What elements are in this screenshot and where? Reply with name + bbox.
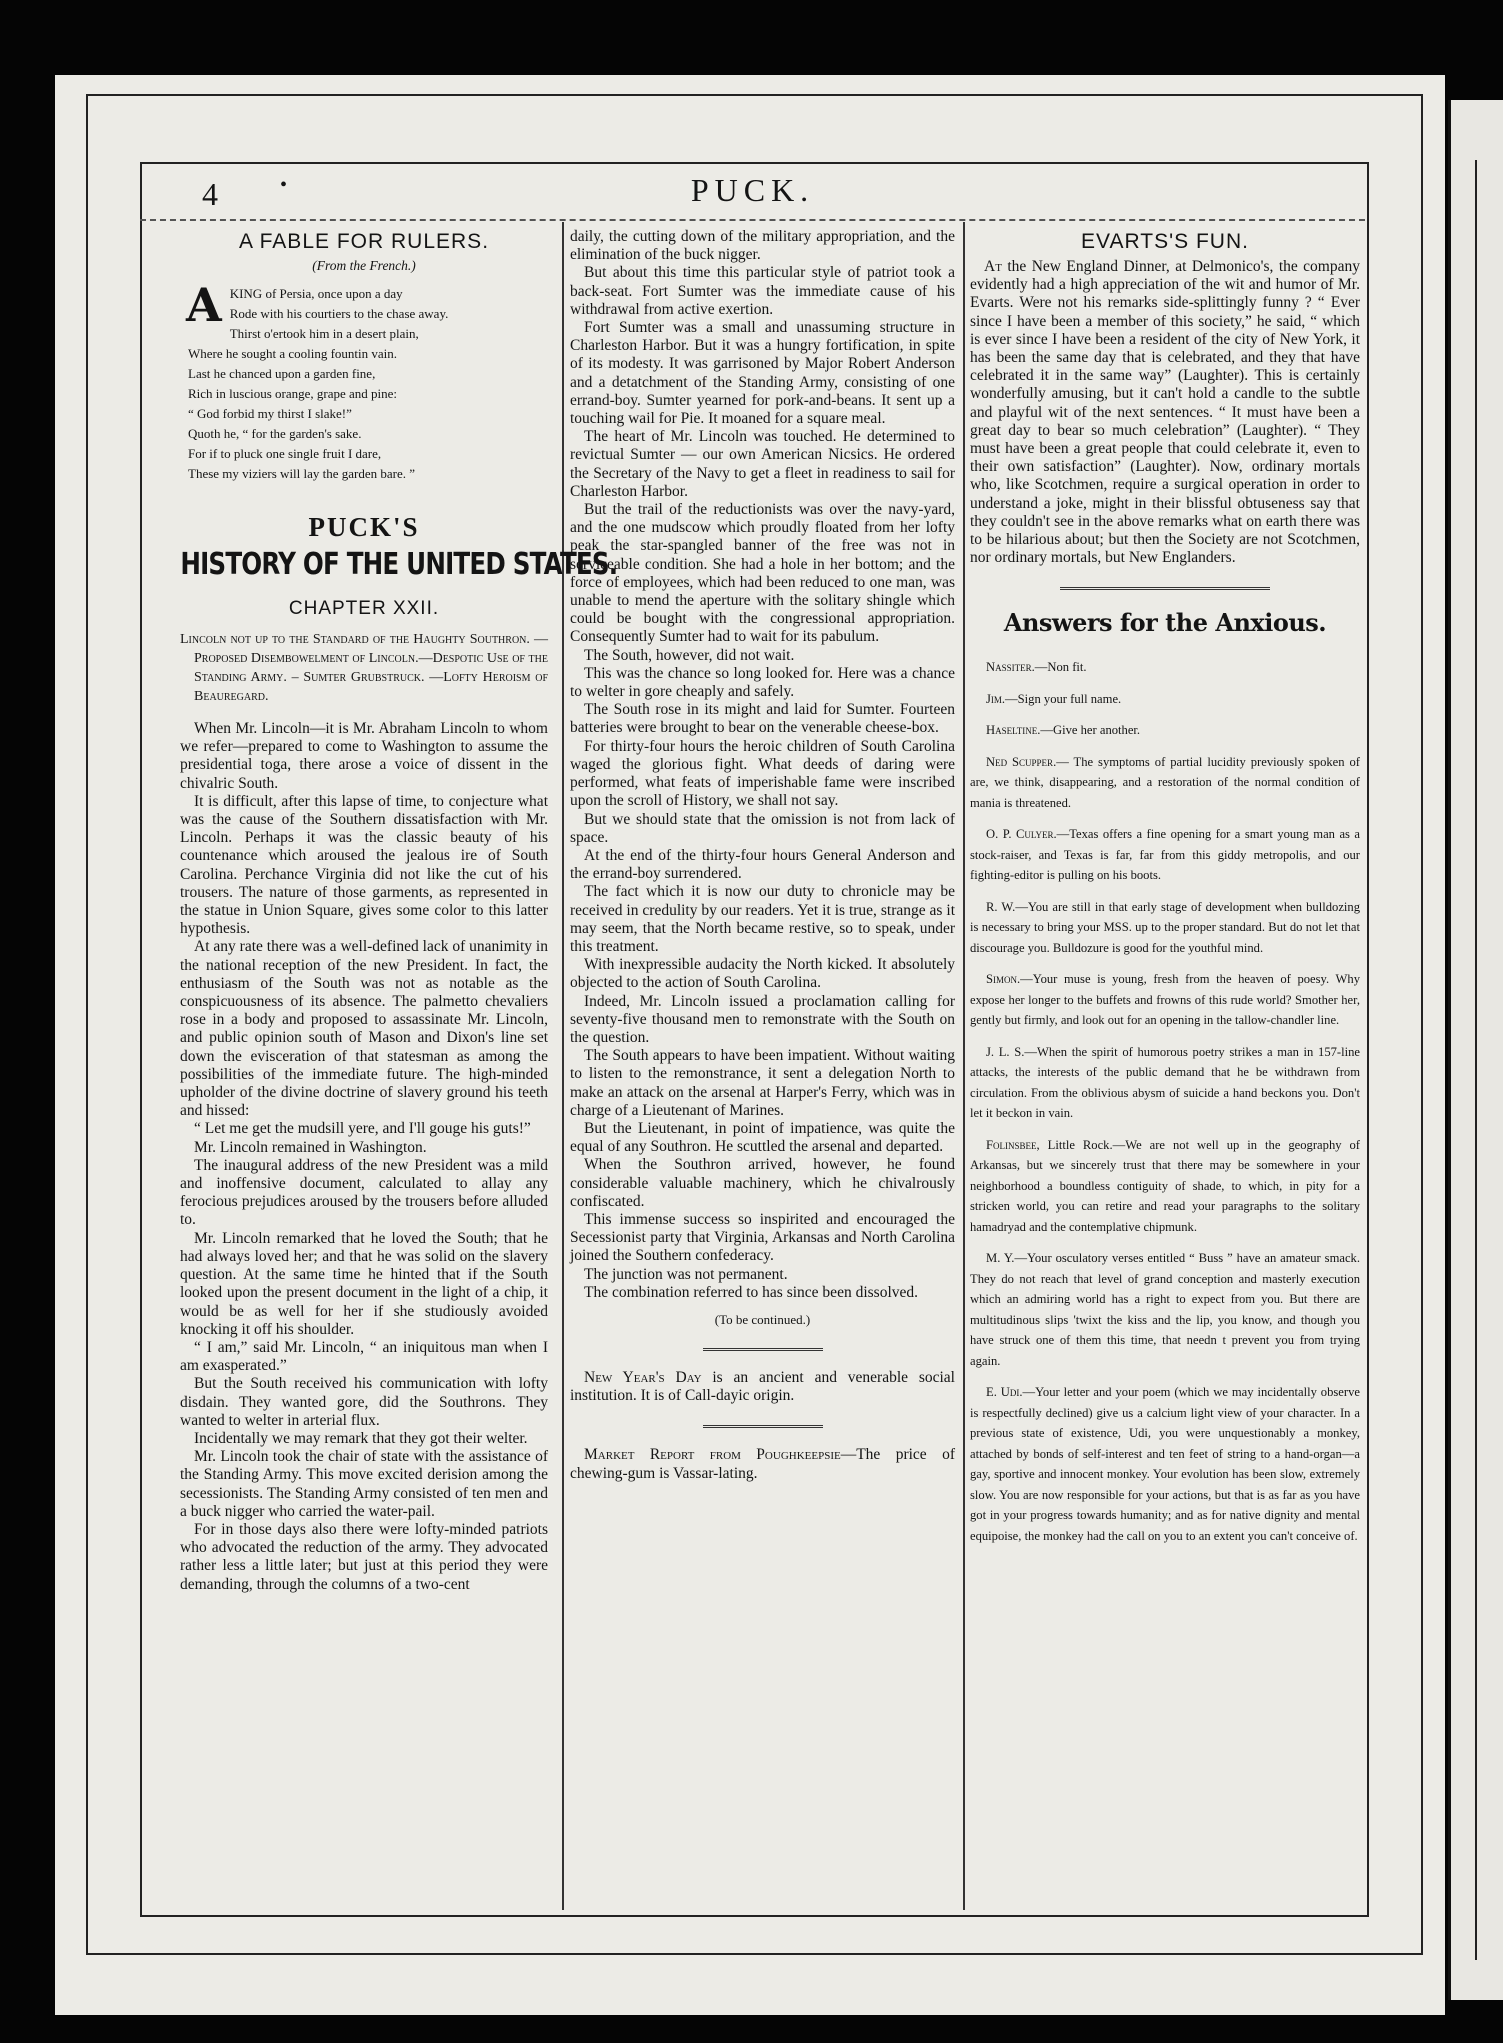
answer-name: Haseltine [986,723,1038,738]
paragraph: But the trail of the reductionists was over the navy-yard, and the one mudscow which proudly floated from her lofty peak the star-spangled banner of the free was not in serviceable condition. She had a hole in her bottom; and the force of employees, which had been reduced to one man, was unable to mend the aperture with the solitary shingle which could be bought with the congressional appropriation. Consequently Sumter had to wait for its pabulum. [570,501,955,646]
column-rule-2 [963,222,965,1910]
section-divider [703,1348,823,1351]
market-report-text: —The price of chewing-gum is Vassar-lating. [570,1446,955,1482]
answer-text: —Your osculatory verses entitled “ Buss ” have an amateur smack. They do not reach that level of grand conception and masterly execution which an admiring world has a right to expect from you. But there are multitudinous slips 'twixt the kiss and the lip, you know, and though you have struck one of them this time, that needn t prevent you from trying again. [970,1251,1360,1368]
column-3 [970,228,1360,1898]
column-2 [570,228,955,1898]
poem-line: Where he sought a cooling fountin vain. [188,346,398,361]
paragraph: Mr. Lincoln remarked that he loved the South; that he had always loved her; and that he was solid on the slavery question. At the same time he hinted that if the South looked upon the present document in the light of a chip, it would be as well for her if she studiously avoided knocking it off his shoulder. [180,1229,548,1338]
answer-item [970,969,1360,1031]
answer-name: J. L. S. [986,1044,1025,1059]
page-number: 4 [202,176,218,212]
answer-item [970,720,1360,741]
new-years-item [570,1369,955,1405]
poem-line: “ God forbid my thirst I slake!” [188,406,352,421]
paragraph: “ Let me get the mudsill yere, and I'll gouge his guts!” [194,1120,531,1138]
poem-line: KING of Persia, once upon a day [229,286,403,301]
history-heading: HISTORY OF THE UNITED STATES. [180,547,618,582]
paragraph: The South, however, did not wait. [584,646,795,664]
answer-text: .—Sign your full name. [1001,691,1122,706]
paragraph: When the Southron arrived, however, he found considerable valuable machinery, which he chivalrously confiscated. [570,1156,955,1210]
poem-line: For if to pluck one single fruit I dare, [188,446,382,461]
paragraph: The South rose in its might and laid for Sumter. Fourteen batteries were brought to bear on the venerable cheese-box. [570,701,955,737]
market-report-item [570,1446,955,1482]
section-divider [703,1425,823,1428]
paragraph: When Mr. Lincoln—it is Mr. Abraham Lincoln to whom we refer—prepared to come to Washington to assume the presidential toga, there arose a voice of dissent in the chivalric South. [180,720,548,792]
answer-item [970,897,1360,959]
paragraph: The combination referred to has since been dissolved. [584,1283,918,1301]
answer-text: .—Give her another. [1037,723,1141,738]
paragraph: The South appears to have been impatient. Without waiting to listen to the remonstrance, it sent a delegation North to make an attack on the arsenal at Harper's Ferry, which was in charge of a Lieutenant of Marines. [570,1047,955,1119]
paragraph: At the end of the thirty-four hours General Anderson and the errand-boy surrendered. [570,846,955,883]
answer-text: —When the spirit of humorous poetry strikes a man in 157-line attacks, the interests of the public demand that he be withdrawn from circulation. From the oblivious abysm of suicide a hand beckons you. Don't let it beckon in vain. [970,1044,1360,1121]
answer-name: Simon [986,972,1018,987]
paragraph: The junction was not permanent. [584,1265,788,1283]
answer-item [970,824,1360,886]
paragraph: With inexpressible audacity the North kicked. It absolutely objected to the action of South Carolina. [570,956,955,992]
answer-item [970,752,1360,814]
answer-text: , Little Rock.—We are not well up in the geography of Arkansas, but we sincerely trust that there may be somewhere in your neighborhood a boundless contiguity of shade, to which, in pity for a stricken world, you can retire and read your paragraphs to the solitary hamadryad and the contemplative chipmunk. [970,1137,1360,1234]
answer-item [970,1382,1360,1546]
answer-text: .— The symptoms of partial lucidity previously spoken of are, we think, disappearing, and a restoration of the normal condition of mania is threatened. [970,754,1360,810]
paragraph: But the Lieutenant, in point of impatience, was quite the equal of any Southron. He scuttled the arsenal and departed. [570,1119,955,1156]
page-header [140,172,1365,218]
poem-line: Rich in luscious orange, grape and pine: [188,386,398,401]
answer-name: Folinsbee [986,1137,1037,1152]
fable-subtitle: (From the French.) [312,258,416,273]
answer-text: .—Non fit. [1031,660,1087,675]
paragraph: The fact which it is now our duty to chronicle may be received in credulity by our readers. Yet it is true, strange as it may seem, that the North became restive, so to speak, under this treatment. [570,883,955,955]
answer-name: Jim [986,691,1002,706]
answer-item [970,1042,1360,1124]
answer-item [970,657,1360,678]
evarts-text: the New England Dinner, at Delmonico's, the company evidently had a high appreciation of the wit and humor of Mr. Evarts. Were not his remarks side-splittingly funny ? “ Ever since I have been a member of this society,” he said, “ which is ever since I have been a resident of the city of New York, it has been the same day that is celebrated, and they that have celebrated it in the same way” (Laughter). This is certainly wonderfully amusing, but it can't hold a candle to the subtle and playful wit of the next sentences. “ It must have been a great day to bear so much celebration” (Laughter). “ They must have been a great people that could celebrate it, even to their own satisfaction” (Laughter). Now, ordinary mortals who, like Scotchmen, require a surgical operation in order to understand a joke, might in their blissful obtuseness say that they couldn't see in the above remarks what on earth there was to be hilarious about; but then the Society are not Scotchmen, nor ordinary mortals, but New Englanders. [970,258,1360,567]
answer-name: R. W. [986,899,1016,914]
history-text-col1 [180,720,548,1594]
answer-item [970,1135,1360,1238]
paragraph: But the South received his communication with lofty disdain. They wanted gore, did the Southrons. They wanted to welter in arterial flux. [180,1375,548,1429]
evarts-title: EVARTS'S FUN. [1081,230,1249,253]
chapter-synopsis: Lincoln not up to the Standard of the Haughty Southron. — Proposed Disembowelment of Lincoln.—Despotic Use of the Standing Army. – Sumter Grubstruck. —Lofty Heroism of Beauregard. [180,632,548,704]
paragraph: It is difficult, after this lapse of time, to conjecture what was the cause of the Southern dissatisfaction with Mr. Lincoln. Perhaps it was the classic beauty of his countenance which aroused the jealous ire of South Carolina. Perchance Virginia did not like the cut of his trousers. The nature of those garments, as represented in the statue in Union Square, gives some color to this latter hypothesis. [180,792,548,938]
section-divider [1060,587,1270,590]
paragraph: Mr. Lincoln remained in Washington. [194,1138,427,1156]
paragraph: But we should state that the omission is not from lack of space. [570,810,955,846]
paragraph: For in those days also there were lofty-minded patriots who advocated the reduction of the army. They advocated rather less a little later; but just at this period they were demanding, through the columns of a two-cent [180,1520,548,1593]
answer-name: E. Udi [986,1385,1020,1400]
poem-line: Quoth he, “ for the garden's sake. [188,426,362,441]
paragraph: The inaugural address of the new President was a mild and inoffensive document, calculated to allay any ferocious prejudices aroused by the trousers before alluded to. [180,1156,548,1229]
to-be-continued: (To be continued.) [714,1311,811,1327]
poem-line: Last he chanced upon a garden fine, [188,366,376,381]
chapter-heading: CHAPTER XXII. [288,598,440,619]
answer-name: O. P. Culyer [986,827,1054,842]
paragraph: This was the chance so long looked for. Here was a chance to welter in gore cheaply and safely. [570,664,955,701]
header-dot: • [280,174,288,196]
answer-item [970,689,1360,710]
paragraph: “ I am,” said Mr. Lincoln, “ an iniquitous man when I am exasperated.” [180,1338,548,1375]
fable-dropcap: A [186,278,222,332]
answer-text: .—Texas offers a fine opening for a smart young man as a stock-raiser, and Texas is far, far from this giddy metropolis, and our fighting-editor is pulling on his boots. [970,827,1360,883]
answer-text: .—Your muse is young, fresh from the heaven of poesy. Why expose her longer to the buffets and frowns of this rude world? Smother her, gently but firmly, and look out for an opening in the tallow-chandler line. [970,972,1360,1028]
answer-name: Nassiter [986,660,1032,675]
paragraph: The heart of Mr. Lincoln was touched. He determined to revictual Sumter — our own American Nicsics. He ordered the Secretary of the Navy to get a fleet in readiness to sail for Charleston Harbor. [570,428,955,500]
masthead: PUCK. [690,172,815,208]
poem-line: Thirst o'ertook him in a desert plain, [229,326,419,341]
paragraph: At any rate there was a well-defined lack of unanimity in the national reception of the new President. In fact, the enthusiasm of the South was not as notable as the conspicuousness of its absence. The palmetto chevaliers rose in a body and proposed to assassinate Mr. Lincoln, and public opinion south of Mason and Dixon's line set down the evisceration of that statesman as among the possibilities of the immediate future. The high-minded upholder of the divine doctrine of slavery ground his teeth and hissed: [180,938,548,1120]
column-rule-1 [562,222,564,1910]
new-years-text: is an ancient and venerable social institution. It is of Call-dayic origin. [570,1368,955,1405]
paragraph: Incidentally we may remark that they got their welter. [194,1429,528,1447]
answer-text: —You are still in that early stage of development when bulldozing is necessary to bring your MSS. up to the proper standard. But do not let that discourage you. Bulldozure is good for the youthful mind. [970,899,1361,955]
market-report-lead: Market Report from Poughkeepsie [584,1446,841,1464]
column-1 [180,228,618,1898]
paragraph: Fort Sumter was a small and unassuming structure in Charleston Harbor. But it was a hungry fortification, in spite of its modesty. It was garrisoned by Major Robert Anderson and a detatchment of the Standing Army, consisting of one errand-boy. Sumter yearned for pork-and-beans. It sent up a touching wail for Pie. It moaned for a square meal. [570,319,955,428]
paragraph: This immense success so inspirited and encouraged the Secessionist party that Virginia, Arkansas and North Carolina joined the Southern confederacy. [570,1210,955,1265]
adjacent-page-rule [1475,160,1477,1960]
adjacent-page-edge [1448,100,1503,2000]
poem-line: These my viziers will lay the garden bare. ” [188,466,416,481]
fable-title: A FABLE FOR RULERS. [238,230,490,253]
answers-list [970,657,1360,1546]
poem-line: Rode with his courtiers to the chase away. [229,306,449,321]
answer-name: M. Y. [986,1251,1015,1266]
history-heading-puck: PUCK'S [308,512,420,542]
new-years-lead: New Year's Day [584,1368,702,1386]
paragraph: But about this time this particular style of patriot took a back-seat. Fort Sumter was the immediate cause of his withdrawal from active exertion. [570,264,955,318]
evarts-lead: At [984,258,1002,275]
evarts-article [970,258,1360,567]
answer-item [970,1248,1360,1371]
answers-title: Answers for the Anxious. [1003,608,1327,638]
paragraph: daily, the cutting down of the military appropriation, and the elimination of the buck nigger. [570,228,955,264]
answer-text: .—Your letter and your poem (which we may incidentally observe is respectfully declined) give us a calcium light view of your character. In a previous state of existence, Udi, you were unquestionably a monkey, attached by bonds of self-interest and ten feet of string to a hand-organ—a gay, sportive and innocent monkey. Your evolution has been slow, extremely slow. You are now responsible for your actions, but that is as far as you have got in your progress towards humanity; and as for native dignity and mental equipoise, the monkey had the call on you to an extent you can't conceive of. [970,1385,1360,1543]
fable-poem [186,278,548,484]
history-text-col2 [570,228,955,1302]
paragraph: Indeed, Mr. Lincoln issued a proclamation calling for seventy-five thousand men to remonstrate with the South on the question. [570,992,955,1046]
paragraph: For thirty-four hours the heroic children of South Carolina waged the glorious fight. What deeds of daring were performed, what feats of imperishable fame were inscribed upon the scroll of History, we shall not say. [570,737,955,810]
paragraph: Mr. Lincoln took the chair of state with the assistance of the Standing Army. This move excited derision among the secessionists. The Standing Army consisted of ten men and a buck nigger who carried the water-pail. [180,1448,548,1520]
header-rule [140,219,1365,221]
answer-name: Ned Scupper [986,754,1054,769]
